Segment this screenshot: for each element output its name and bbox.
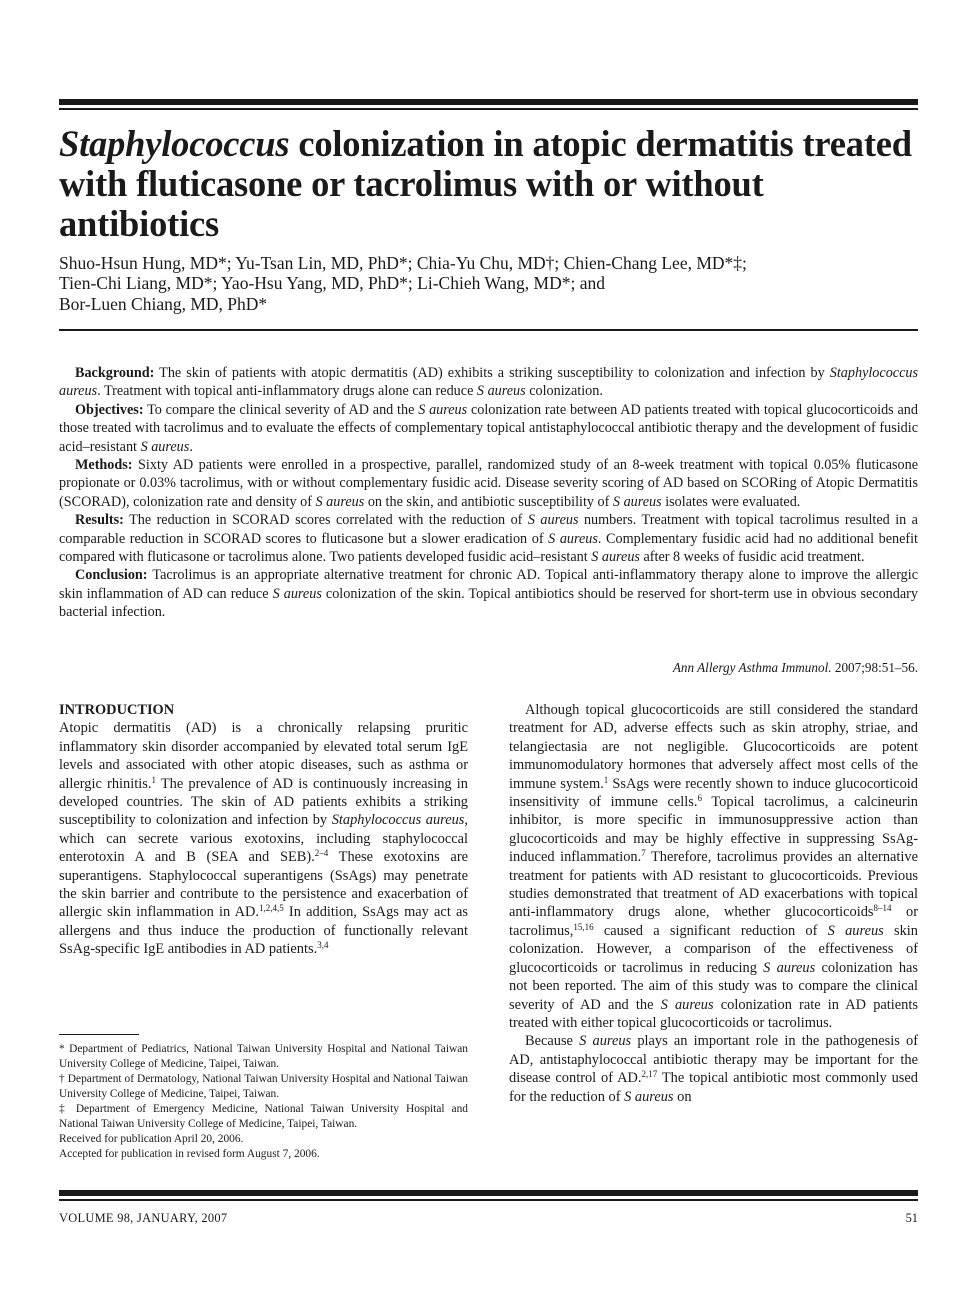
top-rule-thick (59, 99, 918, 105)
authors-rule (59, 329, 918, 331)
abstract-objectives: Objectives: To compare the clinical severity of AD and the S aureus colonization rate between AD patients treated with topical glucocorticoids and those treated with tacrolimus and to evaluate the effects of complementary topical antistaphylococcal antibiotic therapy and the development of fusidic acid–resistant S aureus. (59, 401, 918, 455)
bottom-rule-thick (59, 1190, 918, 1196)
abstract-results: Results: The reduction in SCORAD scores correlated with the reduction of S aureus numbers. Treatment with topical tacrolimus resulted in a comparable reduction in SCORAD scores to fluticasone but a slower eradication of S aureus. Complementary fusidic acid had no additional benefit compared with fluticasone or tacrolimus alone. Two patients developed fusidic acid–resistant S aureus after 8 weeks of fusidic acid treatment. (59, 512, 918, 566)
section-label: Objectives: (75, 401, 144, 418)
running-footer: VOLUME 98, JANUARY, 2007 (59, 1211, 228, 1225)
footnote: Received for publication April 20, 2006. (59, 1133, 244, 1145)
page-number: 51 (905, 1211, 918, 1225)
footnote-rule (59, 1034, 139, 1035)
author-line: Tien-Chi Liang, MD*; Yao-Hsu Yang, MD, PhD*; Li-Chieh Wang, MD*; and (59, 273, 605, 294)
author-line: Shuo-Hsun Hung, MD*; Yu-Tsan Lin, MD, PhD*; Chia-Yu Chu, MD†; Chien-Chang Lee, MD*‡; (59, 253, 747, 273)
left-column (59, 701, 468, 959)
body-paragraph: Although topical glucocorticoids are still considered the standard treatment for AD, adverse effects such as skin atrophy, striae, and telangiectasia are not negligible. Glucocorticoids are potent immunomodulatory hormones that adversely affect most cells of the immune system.$^1$ SsAgs were recently shown to induce glucocorticoid insensitivity of immune cells.$^6$ Topical tacrolimus, a calcineurin inhibitor, is more specific in immunosuppressive action than glucocorticoids and may be highly effective in suppressing SsAg-induced inflammation.$^7$ Therefore, tacrolimus provides an alternative treatment for patients with AD resistant to glucocorticoids. Previous studies demonstrated that treatment of AD exacerbations with topical anti-inflammatory drugs alone, whether glucocorticoids$^{8-14}$ or tacrolimus,$^{15,16}$ caused a significant reduction of S aureus skin colonization. However, a comparison of the effectiveness of glucocorticoids or tacrolimus in reducing S aureus colonization has not been reported. The aim of this study was to compare the clinical severity of AD and the S aureus colonization rate in AD patients treated with either topical glucocorticoids or tacrolimus. (509, 702, 919, 1031)
body-paragraph: Atopic dermatitis (AD) is a chronically relapsing pruritic inflammatory skin disorder accompanied by elevated total serum IgE levels and associated with other atopic diseases, such as asthma or allergic rhinitis.$^1$ The prevalence of AD is continuously increasing in developed countries. The skin of AD patients exhibits a striking susceptibility to colonization and infection by Staphylococcus aureus, which can secrete various exotoxins, including staphylococcal enterotoxin A and B (SEA and SEB).$^{2-4}$ These exotoxins are superantigens. Staphylococcal superantigens (SsAgs) may penetrate the skin barrier and contribute to the persistence and exacerbation of allergic skin inflammation in AD.$^{1,2,4,5}$ In addition, SsAgs may act as allergens and thus induce the production of functionally relevant SsAg-specific IgE antibodies in AD patients.$^{3,4}$ (59, 720, 468, 958)
citation-journal: Ann Allergy Asthma Immunol. (672, 660, 832, 675)
footnote: † Department of Dermatology, National Taiwan University Hospital and National Taiwan University College of Medicine, Taipei, Taiwan. (59, 1073, 468, 1100)
right-column (509, 701, 918, 1106)
author-list (59, 253, 919, 314)
abstract (59, 364, 918, 622)
article-title (59, 124, 929, 244)
citation-ref: 2007;98:51–56. (831, 660, 918, 675)
section-label: Background: (75, 365, 155, 381)
citation (673, 660, 918, 676)
abstract-conclusion: Conclusion: Tacrolimus is an appropriate alternative treatment for chronic AD. Topical anti-inflammatory therapy alone to improve the allergic skin inflammation of AD can reduce S aureus colonization of the skin. Topical antibiotics should be reserved for short-term use in obvious secondary bacterial infection. (59, 567, 918, 621)
title-rest: colonization in atopic dermatitis treated with fluticasone or tacrolimus with or without antibiotics (59, 123, 912, 244)
abstract-methods: Methods: Sixty AD patients were enrolled in a prospective, parallel, randomized study of an 8-week treatment with topical 0.05% fluticasone propionate or 0.03% tacrolimus, with or without complementary fusidic acid. Disease severity scoring of AD based on SCORing of Atopic Dermatitis (SCORAD), colonization rate and density of S aureus on the skin, and antibiotic susceptibility of S aureus isolates were evaluated. (59, 457, 918, 510)
bottom-rule-thin (59, 1199, 918, 1201)
title-italic: Staphylococcus (59, 123, 290, 164)
section-label: Methods: (75, 457, 133, 474)
top-rule-thin (59, 108, 918, 110)
footnote: * Department of Pediatrics, National Taiwan University Hospital and National Taiwan University College of Medicine, Taipei, Taiwan. (59, 1043, 468, 1070)
section-label: Conclusion: (75, 567, 148, 584)
author-line: Bor-Luen Chiang, MD, PhD* (59, 293, 268, 314)
footnote: Accepted for publication in revised form August 7, 2006. (59, 1148, 320, 1160)
section-heading: INTRODUCTION (59, 702, 175, 718)
body-paragraph: Because S aureus plays an important role in the pathogenesis of AD, antistaphylococcal antibiotic therapy may be important for the disease control of AD.$^{2,17}$ The topical antibiotic most commonly used for the reduction of S aureus on (509, 1033, 919, 1105)
footnotes (59, 1042, 468, 1162)
abstract-background: Background: The skin of patients with atopic dermatitis (AD) exhibits a striking susceptibility to colonization and infection by Staphylococcus aureus. Treatment with topical anti-inflammatory drugs alone can reduce S aureus colonization. (59, 365, 918, 400)
section-label: Results: (75, 512, 124, 529)
footnote: ‡ Department of Emergency Medicine, National Taiwan University Hospital and National Taiwan University College of Medicine, Taipei, Taiwan. (59, 1103, 468, 1130)
